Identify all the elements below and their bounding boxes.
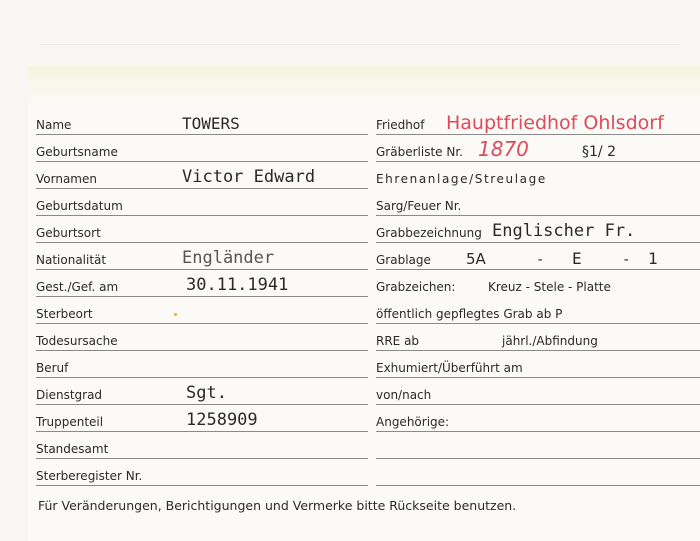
exhumed-label: Exhumiert/Überführt am bbox=[376, 361, 523, 375]
row-register-no bbox=[36, 459, 368, 486]
location-a: 5A bbox=[466, 250, 486, 268]
row-location bbox=[376, 243, 700, 270]
row-relatives-2 bbox=[376, 432, 700, 459]
row-deathplace bbox=[36, 297, 368, 324]
registry-label: Standesamt bbox=[36, 442, 109, 456]
nationality-value: Engländer bbox=[182, 248, 275, 268]
coffin-label: Sarg/Feuer Nr. bbox=[376, 199, 462, 213]
top-faint-rule bbox=[40, 44, 680, 45]
row-birthname bbox=[36, 135, 368, 162]
deathplace-label: Sterbeort bbox=[36, 307, 93, 321]
row-marker bbox=[376, 270, 700, 297]
annual-label: jährl./Abfindung bbox=[502, 334, 598, 348]
firstnames-value: Victor Edward bbox=[182, 167, 316, 187]
row-public bbox=[376, 297, 700, 324]
death-label: Gest./Gef. am bbox=[36, 280, 119, 294]
unit-label: Truppenteil bbox=[36, 415, 104, 429]
rank-label: Dienstgrad bbox=[36, 388, 103, 402]
marker-options: Kreuz - Stele - Platte bbox=[488, 280, 611, 294]
ink-speck bbox=[174, 313, 177, 316]
row-rank bbox=[36, 378, 368, 405]
row-registry bbox=[36, 432, 368, 459]
cause-label: Todesursache bbox=[36, 334, 118, 348]
row-profession bbox=[36, 351, 368, 378]
location-label: Grablage bbox=[376, 253, 431, 267]
birthname-label: Geburtsname bbox=[36, 145, 118, 159]
marker-label: Grabzeichen: bbox=[376, 280, 456, 294]
row-coffin bbox=[376, 189, 700, 216]
unit-value: 1258909 bbox=[186, 410, 258, 430]
location-dash-1: - bbox=[536, 252, 545, 268]
location-dash-2: - bbox=[622, 252, 631, 268]
card-tint bbox=[28, 66, 700, 106]
location-c: 1 bbox=[648, 249, 658, 268]
gravename-label: Grabbezeichnung bbox=[376, 226, 482, 240]
gravelist-label: Gräberliste Nr. bbox=[376, 145, 463, 159]
row-birthplace bbox=[36, 216, 368, 243]
firstnames-label: Vornamen bbox=[36, 172, 97, 186]
gravename-value: Englischer Fr. bbox=[492, 221, 636, 241]
row-rule bbox=[36, 485, 368, 486]
honor-label: Ehrenanlage/Streulage bbox=[376, 172, 547, 186]
row-relatives-3 bbox=[376, 459, 700, 486]
row-death bbox=[36, 270, 368, 297]
row-honor bbox=[376, 162, 700, 189]
name-value: TOWERS bbox=[182, 114, 240, 133]
row-firstnames bbox=[36, 162, 368, 189]
row-cemetery bbox=[376, 108, 700, 135]
row-name bbox=[36, 108, 368, 135]
relatives-label: Angehörige: bbox=[376, 415, 450, 429]
row-nationality bbox=[36, 243, 368, 270]
row-rule bbox=[376, 485, 700, 486]
cemetery-stamp: Hauptfriedhof Ohlsdorf bbox=[446, 112, 664, 134]
birthplace-label: Geburtsort bbox=[36, 226, 101, 240]
row-gravelist bbox=[376, 135, 700, 162]
public-text: öffentlich gepflegtes Grab ab P bbox=[376, 307, 563, 321]
row-gravename bbox=[376, 216, 700, 243]
row-birthdate bbox=[36, 189, 368, 216]
row-relatives bbox=[376, 405, 700, 432]
row-cause bbox=[36, 324, 368, 351]
profession-label: Beruf bbox=[36, 361, 69, 375]
row-rre bbox=[376, 324, 700, 351]
name-label: Name bbox=[36, 118, 72, 132]
row-unit bbox=[36, 405, 368, 432]
register-no-label: Sterberegister Nr. bbox=[36, 469, 143, 483]
rre-label: RRE ab bbox=[376, 334, 420, 348]
row-from-to bbox=[376, 378, 700, 405]
section-value: §1/ 2 bbox=[582, 144, 616, 160]
nationality-label: Nationalität bbox=[36, 253, 107, 267]
location-b: E bbox=[572, 249, 582, 268]
from-to-label: von/nach bbox=[376, 388, 432, 402]
gravelist-value: 1870 bbox=[478, 137, 529, 161]
cemetery-label: Friedhof bbox=[376, 118, 425, 132]
birthdate-label: Geburtsdatum bbox=[36, 199, 123, 213]
row-exhumed bbox=[376, 351, 700, 378]
rank-value: Sgt. bbox=[186, 383, 227, 403]
death-value: 30.11.1941 bbox=[186, 275, 289, 295]
footer-note: Für Veränderungen, Berichtigungen und Vermerke bitte Rückseite benutzen. bbox=[38, 498, 517, 513]
